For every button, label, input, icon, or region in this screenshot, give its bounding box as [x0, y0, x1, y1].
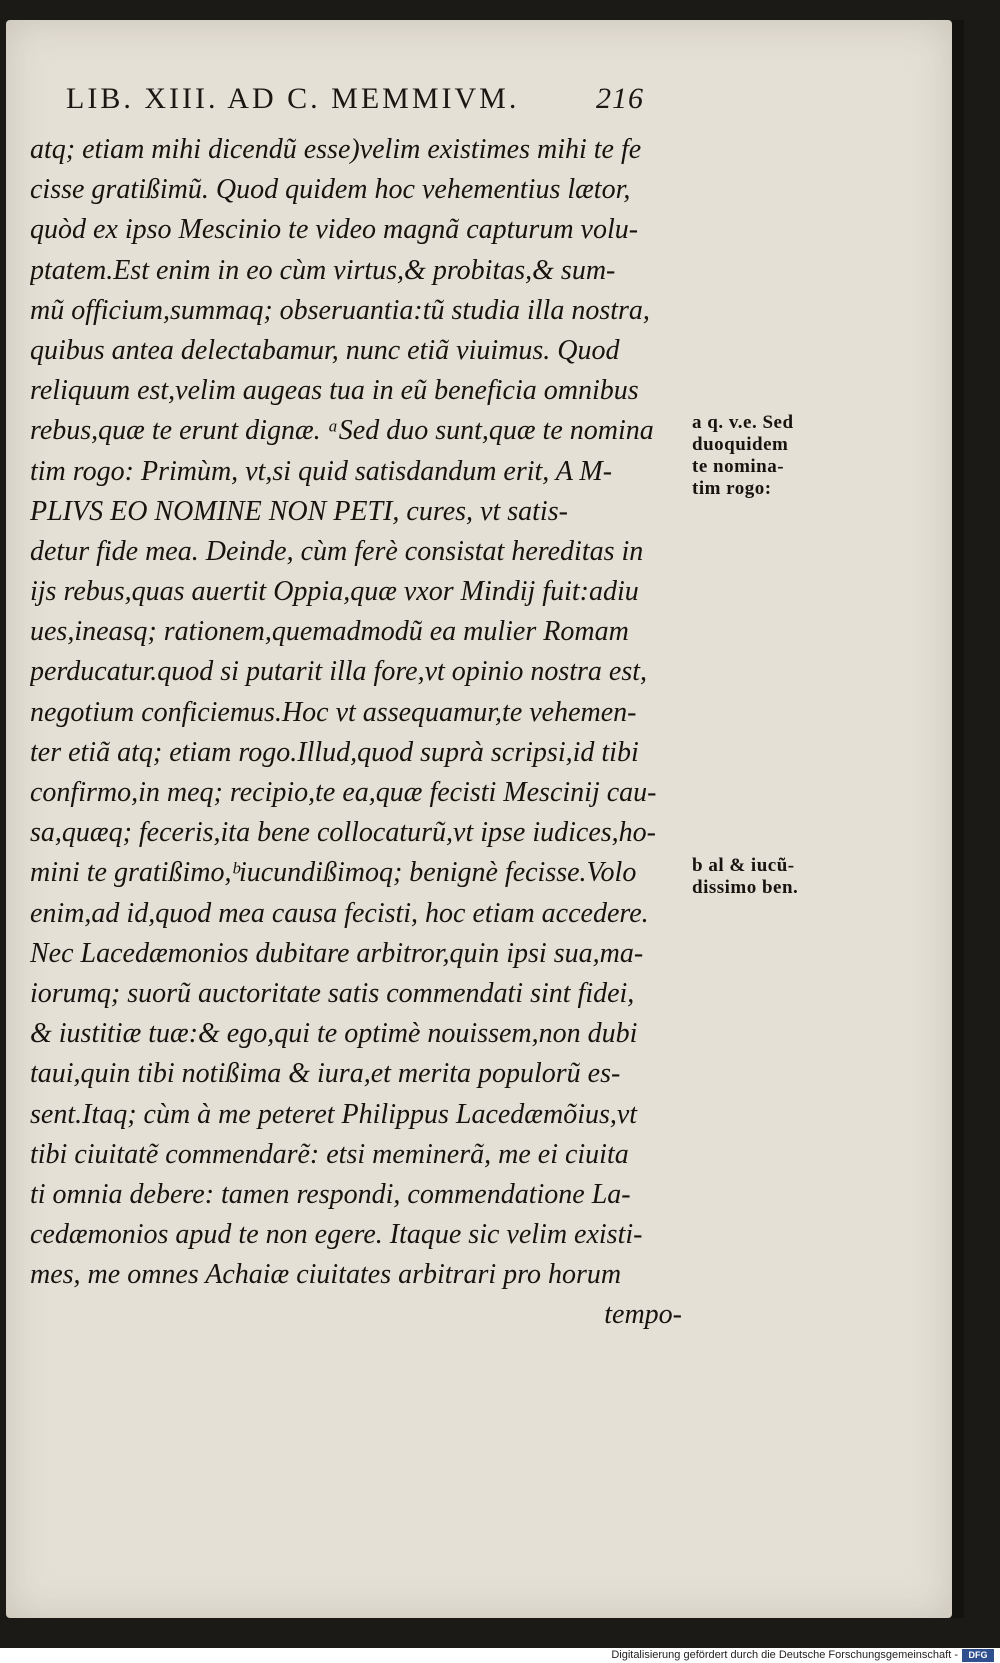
- text-line: atq; etiam mihi dicendũ esse)velim existimes mihi te fe: [30, 134, 642, 165]
- margin-note-line: a q. v.e. Sed: [692, 412, 794, 433]
- text-line: cedæmonios apud te non egere. Itaque sic velim existi-: [30, 1219, 643, 1251]
- running-head: [66, 82, 666, 116]
- text-line: & iustitiæ tuæ:& ego,qui te optimè nouissem,non dubi: [30, 1018, 638, 1050]
- margin-note-line: b al & iucũ-: [692, 855, 795, 876]
- text-line: sent.Itaq; cùm à me peteret Philippus Lacedæmõius,vt: [30, 1098, 638, 1130]
- text-line: reliquum est,velim augeas tua in eũ beneficia omnibus: [30, 375, 639, 407]
- text-line: iorumq; suorũ auctoritate satis commendati sint fidei,: [30, 977, 635, 1009]
- text-line: sa,quæq; feceris,ita bene collocaturũ,vt ipse iudices,ho-: [30, 817, 656, 849]
- text-line: tim rogo: Primùm, vt,si quid satisdandum erit, A M-: [30, 455, 613, 487]
- text-line: ptatem.Est enim in eo cùm virtus,& probitas,& sum-: [30, 254, 616, 286]
- text-line: confirmo,in meq; recipio,te ea,quæ fecisti Mescinij cau-: [30, 777, 657, 808]
- page-edge: [952, 20, 964, 1618]
- funding-credit: Digitalisierung gefördert durch die Deutsche Forschungsgemeinschaft -: [611, 1649, 958, 1661]
- margin-note-b: [692, 855, 842, 899]
- text-line: mũ officium,summaq; obseruantia:tũ studia illa nostra,: [30, 294, 650, 326]
- text-line: ti omnia debere: tamen respondi, commendatione La-: [30, 1178, 631, 1210]
- margin-note-a: [692, 412, 842, 500]
- margin-note-line: duoquidem: [692, 434, 789, 455]
- text-line: ter etiã atq; etiam rogo.Illud,quod suprà scripsi,id tibi: [30, 736, 639, 768]
- text-line: mes, me omnes Achaiæ ciuitates arbitrari pro horum: [30, 1259, 622, 1291]
- text-line: taui,quin tibi notißima & iura,et merita populorũ es-: [30, 1058, 621, 1090]
- text-line: cisse gratißimũ. Quod quidem hoc vehementius lætor,: [30, 174, 631, 206]
- margin-note-line: dissimo ben.: [692, 877, 799, 898]
- text-line: Nec Lacedæmonios dubitare arbitror,quin ipsi sua,ma-: [30, 937, 644, 969]
- margin-note-line: te nomina-: [692, 456, 785, 477]
- text-line: tibi ciuitatẽ commendarẽ: etsi meminerã, me ei ciuita: [30, 1138, 629, 1170]
- dfg-logo: DFG: [962, 1649, 994, 1662]
- running-head-title: LIB. XIII. AD C. MEMMIVM.: [66, 82, 520, 115]
- text-line: ues,ineasq; rationem,quemadmodũ ea mulier Romam: [30, 616, 629, 648]
- body-text: [30, 130, 682, 1336]
- text-line: mini te gratißimo,ᵇiucundißimoq; benignè fecisse.Volo: [30, 857, 637, 889]
- text-line: quòd ex ipso Mescinio te video magnã capturum volu-: [30, 214, 639, 246]
- text-line: PLIVS EO NOMINE NON PETI, cures, vt satis-: [30, 495, 568, 527]
- text-line: detur fide mea. Deinde, cùm ferè consistat hereditas in: [30, 535, 644, 567]
- text-line: ijs rebus,quas auertit Oppia,quæ vxor Mindij fuit:adiu: [30, 576, 639, 608]
- catchword: tempo-: [604, 1299, 682, 1331]
- text-line: negotium conficiemus.Hoc vt assequamur,te vehemen-: [30, 696, 637, 728]
- text-line: perducatur.quod si putarit illa fore,vt opinio nostra est,: [30, 656, 648, 688]
- text-line: rebus,quæ te erunt dignæ. ᵃSed duo sunt,quæ te nomina: [30, 415, 654, 447]
- text-line: enim,ad id,quod mea causa fecisti, hoc etiam accedere.: [30, 897, 649, 929]
- margin-note-line: tim rogo:: [692, 478, 772, 499]
- text-line: quibus antea delectabamur, nunc etiã viuimus. Quod: [30, 334, 620, 366]
- page-number: 216: [596, 82, 644, 115]
